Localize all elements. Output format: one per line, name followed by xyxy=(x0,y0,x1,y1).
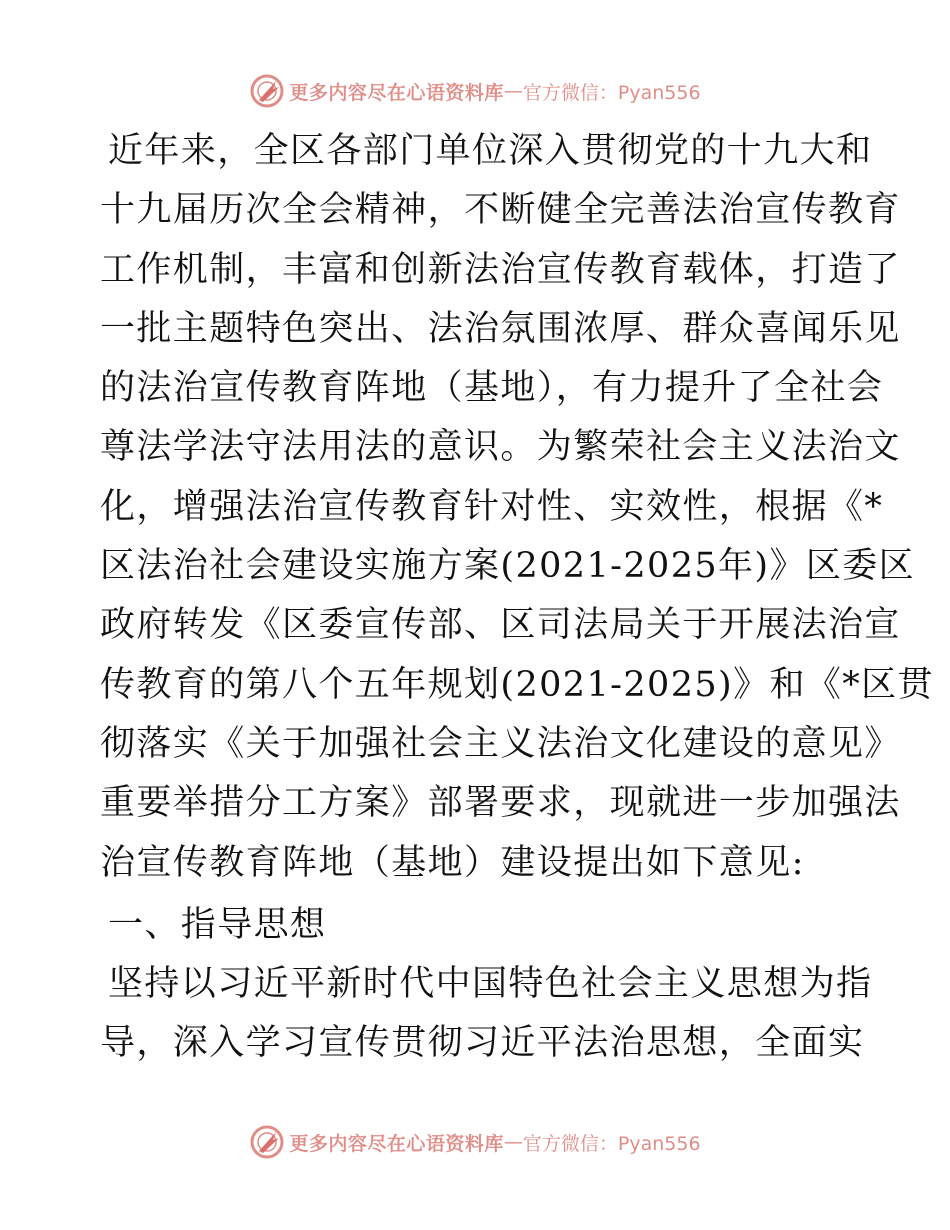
body-line: 传教育的第八个五年规划(2021-2025)》和《*区贯 xyxy=(100,664,934,705)
section-heading: 一、指导思想 xyxy=(108,904,327,945)
body-line: 尊法学法守法用法的意识。为繁荣社会主义法治文 xyxy=(100,427,901,468)
body-line: 重要举措分工方案》部署要求，现就进一步加强法 xyxy=(100,783,901,824)
watermark-separator: — xyxy=(503,1131,523,1153)
body-line: 治宣传教育阵地（基地）建设提出如下意见: xyxy=(100,842,805,883)
body-line: 化，增强法治宣传教育针对性、实效性，根据《* xyxy=(100,486,884,527)
body-line: 一批主题特色突出、法治氛围浓厚、群众喜闻乐见 xyxy=(100,308,901,349)
body-line: 区法治社会建设实施方案(2021-2025年)》区委区 xyxy=(100,546,916,587)
header-watermark xyxy=(0,71,950,111)
body-line: 近年来，全区各部门单位深入贯彻党的十九大和 xyxy=(108,131,873,171)
document-body xyxy=(100,122,934,1074)
watermark-separator: — xyxy=(503,80,523,102)
body-line: 彻落实《关于加强社会主义法治文化建设的意见》 xyxy=(100,723,901,764)
body-line: 工作机制，丰富和创新法治宣传教育载体，打造了 xyxy=(100,249,901,290)
watermark-brand: 更多内容尽在心语资料库 xyxy=(289,1132,504,1155)
watermark-contact: 官方微信：Pyan556 xyxy=(522,1132,701,1155)
body-line: 政府转发《区委宣传部、区司法局关于开展法治宣 xyxy=(100,605,901,646)
body-line: 导，深入学习宣传贯彻习近平法治思想，全面实 xyxy=(100,1023,865,1064)
quill-seal-icon xyxy=(249,1124,285,1160)
body-line: 坚持以习近平新时代中国特色社会主义思想为指 xyxy=(108,964,873,1005)
body-line: 的法治宣传教育阵地（基地），有力提升了全社会 xyxy=(100,368,884,409)
quill-seal-icon xyxy=(249,73,285,109)
footer-watermark xyxy=(0,1122,950,1162)
body-line: 十九届历次全会精神，不断健全完善法治宣传教育 xyxy=(100,190,901,231)
watermark-brand: 更多内容尽在心语资料库 xyxy=(289,81,504,104)
watermark-contact: 官方微信：Pyan556 xyxy=(522,81,701,104)
